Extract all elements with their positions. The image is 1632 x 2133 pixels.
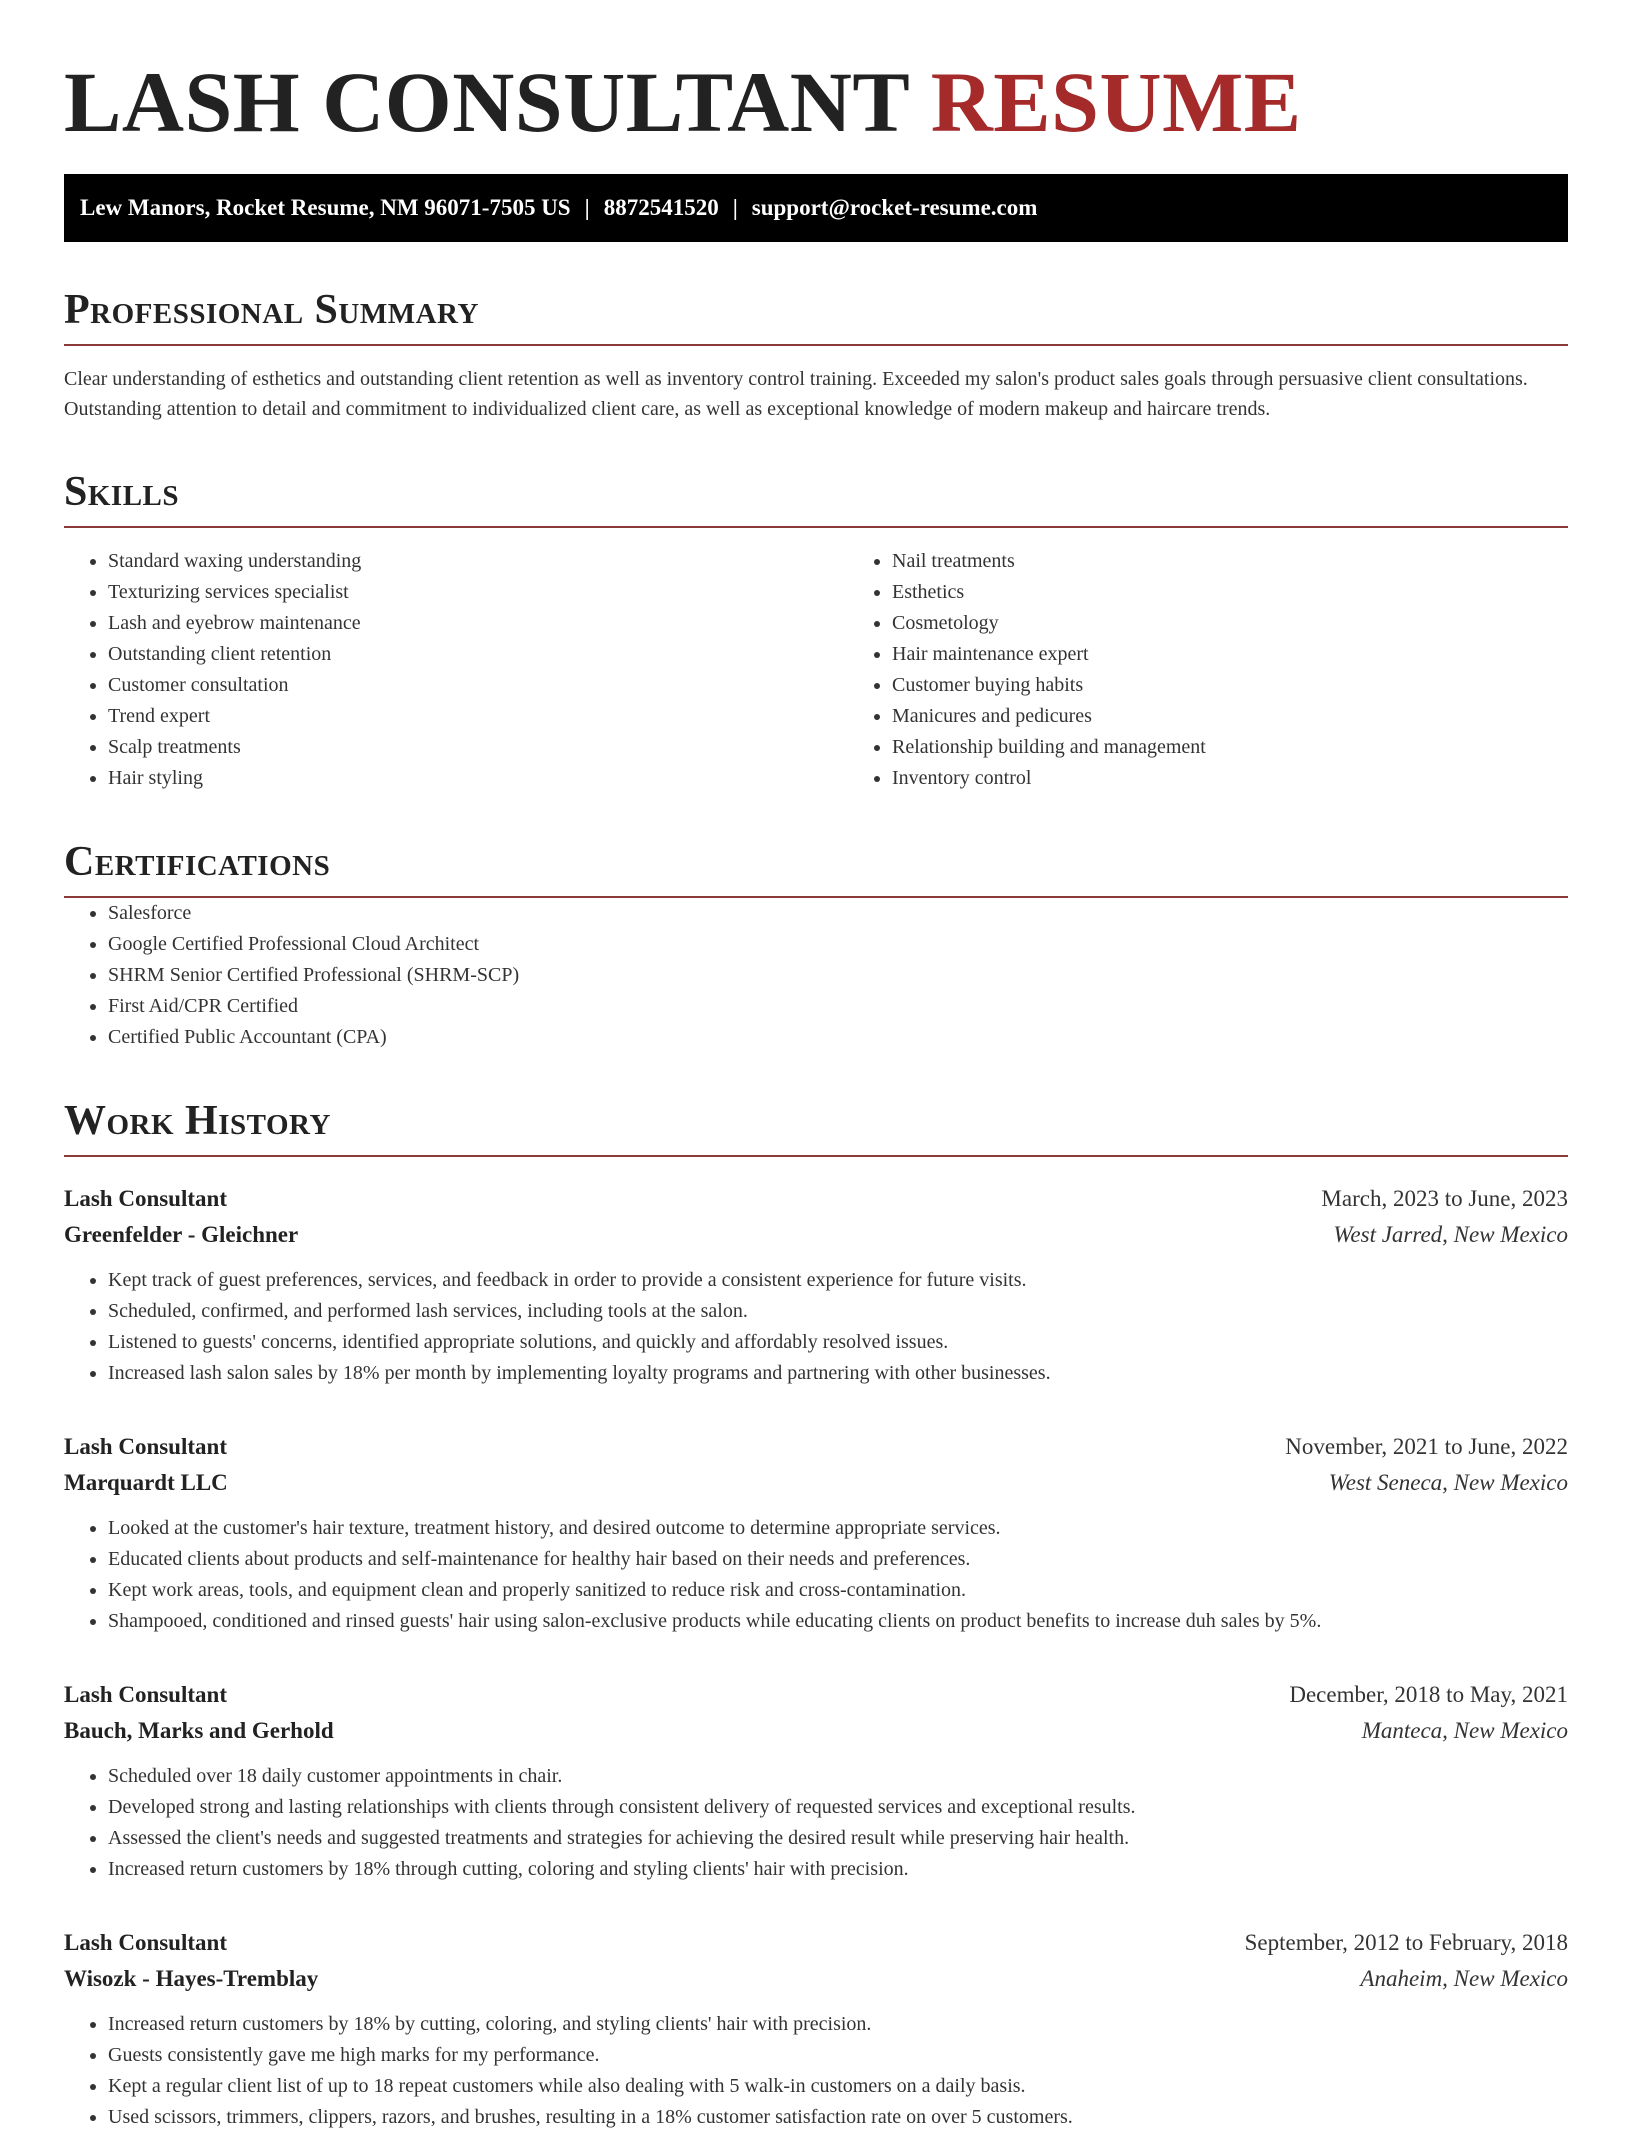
section-title: Skills (64, 469, 180, 515)
list-item: • Certified Public Accountant (CPA) (108, 1022, 1568, 1053)
section-title: Work History (64, 1098, 331, 1144)
job-bullet: • Scheduled over 18 daily customer appointments in chair. (108, 1761, 1568, 1792)
job-bullet: • Kept work areas, tools, and equipment clean and properly sanitized to reduce risk and cross-contamination. (108, 1575, 1568, 1606)
section-divider (64, 526, 1568, 528)
job-company: Bauch, Marks and Gerhold (64, 1718, 334, 1743)
job-company: Greenfelder - Gleichner (64, 1222, 299, 1247)
job-bullet: • Assessed the client's needs and suggested treatments and strategies for achieving the desired result while preserving hair health. (108, 1823, 1568, 1854)
list-item: • Customer consultation (108, 670, 848, 701)
job-bullet: • Developed strong and lasting relationships with clients through consistent delivery of requested services and exceptional results. (108, 1792, 1568, 1823)
section-divider (64, 1155, 1568, 1157)
job-bullet: • Kept a regular client list of up to 18 repeat customers while also dealing with 5 walk-in customers on a daily basis. (108, 2071, 1568, 2102)
section-divider (64, 344, 1568, 346)
list-item: • Texturizing services specialist (108, 577, 848, 608)
job-dates: September, 2012 to February, 2018 (1244, 1930, 1568, 1955)
list-item: • Google Certified Professional Cloud Architect (108, 929, 1568, 960)
job-bullet: • Increased return customers by 18% through cutting, coloring and styling clients' hair with precision. (108, 1854, 1568, 1885)
title-accent: RESUME (930, 54, 1302, 150)
list-item: • Cosmetology (892, 608, 1632, 639)
work-history-section (64, 1097, 1568, 2133)
summary-section (64, 286, 1568, 424)
list-item: • Salesforce (108, 898, 1568, 929)
job-row-company (64, 1217, 1568, 1253)
jobs-list (64, 1181, 1568, 2133)
list-item: • Trend expert (108, 701, 848, 732)
list-item: • SHRM Senior Certified Professional (SHRM-SCP) (108, 960, 1568, 991)
certifications-list (64, 898, 1568, 1053)
job-title: Lash Consultant (64, 1434, 227, 1459)
job-bullet: • Looked at the customer's hair texture, treatment history, and desired outcome to determine appropriate services. (108, 1513, 1568, 1544)
certifications-section (64, 838, 1568, 1053)
job-bullets (64, 2009, 1568, 2133)
list-item: • Scalp treatments (108, 732, 848, 763)
summary-text: Clear understanding of esthetics and outstanding client retention as well as inventory control training. Exceeded my salon's product sales goals through persuasive client consultations. Outstanding attention to detail and commitment to individualized client care, as well as exceptional knowledge of modern makeup and haircare trends. (64, 368, 1528, 420)
job-bullet: • Listened to guests' concerns, identified appropriate solutions, and quickly and affordably resolved issues. (108, 1327, 1568, 1358)
job-entry (64, 1429, 1568, 1637)
list-item: • Manicures and pedicures (892, 701, 1632, 732)
job-bullet: • Scheduled, confirmed, and performed lash services, including tools at the salon. (108, 1296, 1568, 1327)
job-bullet: • Increased return customers by 18% by cutting, coloring, and styling clients' hair with precision. (108, 2009, 1568, 2040)
list-item: • Esthetics (892, 577, 1632, 608)
list-item: • Nail treatments (892, 546, 1632, 577)
job-bullets (64, 1761, 1568, 1885)
job-title: Lash Consultant (64, 1930, 227, 1955)
list-item: • Customer buying habits (892, 670, 1632, 701)
job-company: Marquardt LLC (64, 1470, 228, 1495)
list-item: • First Aid/CPR Certified (108, 991, 1568, 1022)
job-bullet: • Used scissors, trimmers, clippers, razors, and brushes, resulting in a 18% customer satisfaction rate on over 5 customers. (108, 2102, 1568, 2133)
list-item: • Standard waxing understanding (108, 546, 848, 577)
job-location: West Jarred, New Mexico (1333, 1222, 1568, 1247)
skills-section (64, 468, 1568, 794)
job-row-company (64, 1961, 1568, 1997)
job-bullets (64, 1513, 1568, 1637)
job-bullet: • Guests consistently gave me high marks for my performance. (108, 2040, 1568, 2071)
list-item: • Inventory control (892, 763, 1632, 794)
job-row-title (64, 1925, 1568, 1961)
contact-email[interactable]: support@rocket-resume.com (751, 195, 1038, 220)
contact-bar (64, 174, 1568, 242)
job-bullet: • Shampooed, conditioned and rinsed guests' hair using salon-exclusive products while educating clients on product benefits to increase duh sales by 5%. (108, 1606, 1568, 1637)
section-title: Professional Summary (64, 287, 479, 333)
job-dates: December, 2018 to May, 2021 (1289, 1682, 1568, 1707)
job-location: Anaheim, New Mexico (1360, 1966, 1568, 1991)
title-main: LASH CONSULTANT (64, 54, 909, 150)
job-row-title (64, 1677, 1568, 1713)
job-entry (64, 1677, 1568, 1885)
job-entry (64, 1181, 1568, 1389)
job-row-title (64, 1429, 1568, 1465)
job-row-company (64, 1713, 1568, 1749)
job-dates: March, 2023 to June, 2023 (1321, 1186, 1568, 1211)
list-item: • Relationship building and management (892, 732, 1632, 763)
contact-separator: | (584, 195, 590, 220)
job-title: Lash Consultant (64, 1186, 227, 1211)
job-dates: November, 2021 to June, 2022 (1285, 1434, 1568, 1459)
job-company: Wisozk - Hayes-Tremblay (64, 1966, 319, 1991)
list-item: • Hair styling (108, 763, 848, 794)
job-bullets (64, 1265, 1568, 1389)
list-item: • Hair maintenance expert (892, 639, 1632, 670)
contact-address: Lew Manors, Rocket Resume, NM 96071-7505 US (80, 195, 571, 220)
contact-phone[interactable]: 8872541520 (603, 195, 719, 220)
job-bullet: • Educated clients about products and self-maintenance for healthy hair based on their needs and preferences. (108, 1544, 1568, 1575)
section-title: Certifications (64, 839, 331, 885)
skills-list-left (64, 546, 848, 794)
job-location: West Seneca, New Mexico (1328, 1470, 1568, 1495)
list-item: • Lash and eyebrow maintenance (108, 608, 848, 639)
job-row-title (64, 1181, 1568, 1217)
list-item: • Outstanding client retention (108, 639, 848, 670)
job-row-company (64, 1465, 1568, 1501)
job-bullet: • Kept track of guest preferences, services, and feedback in order to provide a consistent experience for future visits. (108, 1265, 1568, 1296)
skills-grid (64, 546, 1568, 794)
contact-separator: | (732, 195, 738, 220)
job-entry (64, 1925, 1568, 2133)
job-bullet: • Increased lash salon sales by 18% per month by implementing loyalty programs and partnering with other businesses. (108, 1358, 1568, 1389)
job-title: Lash Consultant (64, 1682, 227, 1707)
skills-list-right (848, 546, 1632, 794)
job-location: Manteca, New Mexico (1361, 1718, 1568, 1743)
resume-title (64, 52, 1568, 152)
